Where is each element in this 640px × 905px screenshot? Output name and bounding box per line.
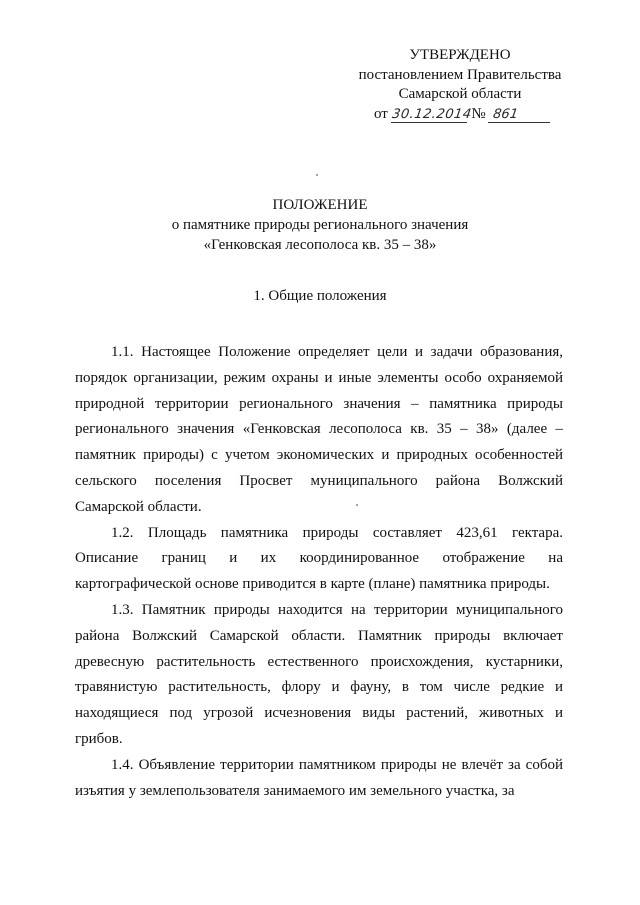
scan-speck [356,504,358,506]
title-line2: «Генковская лесополоса кв. 35 – 38» [203,237,437,253]
scan-speck [316,174,318,176]
approved-by-line1: постановлением Правительства [358,66,562,83]
paragraph: 1.1. Настоящее Положение определяет цели и задачи образования, порядок организации, режим охраны и иные элементы особо охраняемой природной территории регионального значения – памятника природы регионального значения «Генковская лесополоса кв. 35 – 38» (далее – памятник природы) с учетом экономических и природных особенностей сельского поселения Просвет муниципального района Волжский Самарской области. [75,344,563,515]
handwritten-number: 861 [488,108,552,123]
approval-stamp [340,46,580,124]
paragraph: 1.3. Памятник природы находится на территории муниципального района Волжский Самарской области. Памятник природы включает древесную растительность естественного происхождения, кустарники, травянистую растительность, флору и фауну, в том числе редкие и находящиеся под угрозой исчезновения виды растений, животных и грибов. [75,601,563,747]
paragraph: 1.4. Объявление территории памятником природы не влечёт за собой изъятия у землепользователя занимаемого им земельного участка, за [75,756,563,799]
approved-by-line2: Самарской области [398,86,522,102]
approved-label: УТВЕРЖДЕНО [409,47,511,63]
title-line1: о памятнике природы регионального значения [171,217,469,233]
number-sign: № [471,105,486,122]
paragraph: 1.2. Площадь памятника природы составляет 423,61 гектара. Описание границ и их координированное отображение на картографической основе приводится в карте (плане) памятника природы. [75,524,563,593]
approval-date-line [340,105,580,125]
section-heading: 1. Общие положения [253,288,387,304]
date-prefix: от [374,105,388,122]
document-title [0,195,640,255]
title-heading: ПОЛОЖЕНИЕ [272,197,368,213]
handwritten-date: 30.12.2014 [390,106,473,122]
body-text [75,340,563,804]
